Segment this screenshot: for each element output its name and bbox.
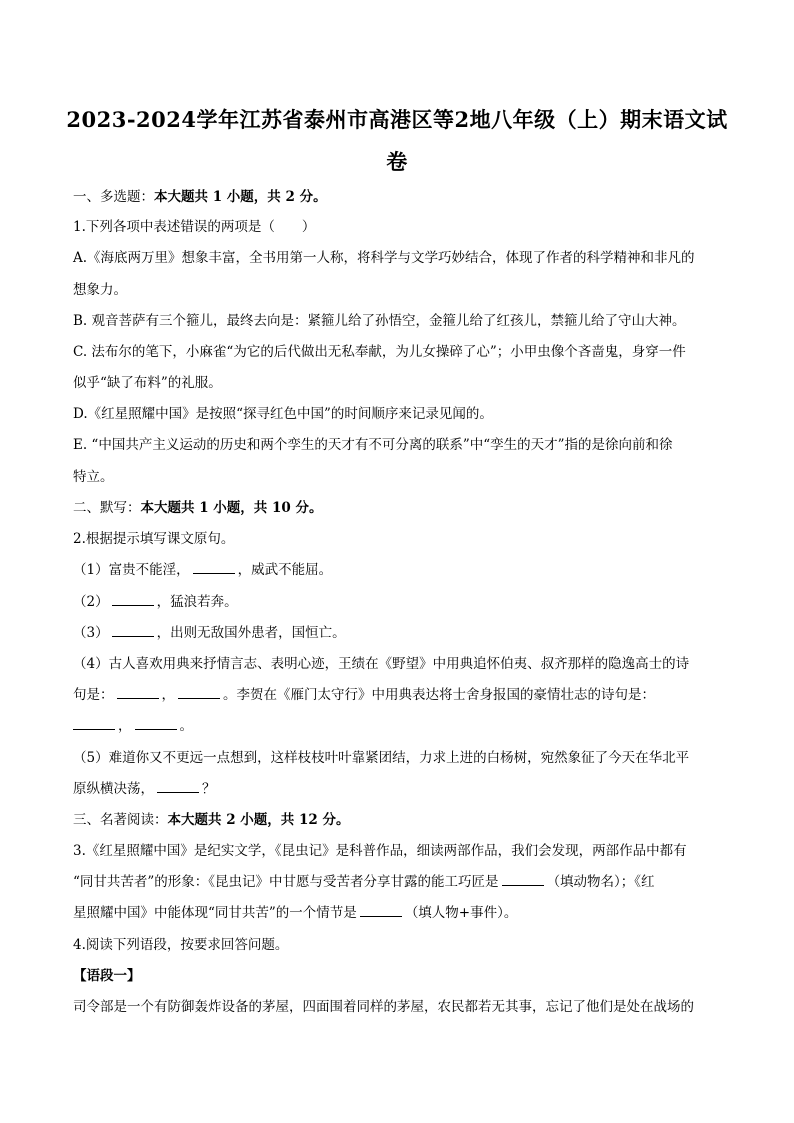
q1-option-a-line2: 想象力。	[73, 282, 127, 298]
section-2-heading	[73, 499, 322, 517]
q4-stem: 4.阅读下列语段，按要求回答问题。	[73, 937, 289, 953]
exam-title-line2: 卷	[386, 149, 408, 174]
q2-item-1	[73, 561, 332, 579]
answer-blank[interactable]	[193, 561, 235, 574]
q3-text-b: （填动物名）；《红	[546, 874, 655, 890]
q1-option-b: B. 观音菩萨有三个箍儿，最终去向是：紧箍儿给了孙悟空，金箍儿给了红孩儿，禁箍儿给了守山大神。	[73, 313, 686, 329]
q3-text-c: 星照耀中国》中能体现“同甘共苦”的一个情节是	[73, 905, 357, 921]
q2-item-3-text-a: （3）	[73, 625, 109, 641]
q4-paragraph-1-text: 司令部是一个有防御轰炸设备的茅屋，四面围着同样的茅屋，农民都若无其事，忘记了他们是处在战场的	[73, 999, 694, 1015]
q1-option-c-line1: C. 法布尔的笔下，小麻雀“为它的后代做出无私奉献，为儿女操碎了心”；小甲虫像个吝啬鬼，身穿一件	[73, 344, 686, 360]
q2-item-4-text-b: ，	[161, 687, 175, 703]
q2-item-3	[73, 624, 346, 642]
section-1-desc: 本大题共 1 小题，共 2 分。	[154, 189, 327, 205]
q1-option-e-line2: 特立。	[73, 469, 114, 485]
q2-item-5-line2	[73, 780, 216, 798]
answer-blank[interactable]	[178, 686, 220, 699]
q2-item-4-line3	[73, 717, 193, 735]
answer-blank[interactable]	[112, 593, 154, 606]
q2-item-4-text-a: 句是：	[73, 687, 114, 703]
answer-blank[interactable]	[117, 686, 159, 699]
q4-paragraph-label: 【语段一】	[73, 968, 141, 984]
section-3-desc: 本大题共 2 小题，共 12 分。	[167, 812, 350, 828]
q1-option-a-line1: A.《海底两万里》想象丰富，全书用第一人称，将科学与文学巧妙结合，体现了作者的科学精神和非凡的	[73, 250, 695, 266]
q2-item-5-text-a: 原纵横决荡，	[73, 781, 154, 797]
answer-blank[interactable]	[502, 873, 544, 886]
q1-option-e-line1: E. “中国共产主义运动的历史和两个孪生的天才有不可分离的联系”中“孪生的天才”指的是徐向前和徐	[73, 437, 673, 453]
q2-item-4-text-e: 。	[179, 718, 193, 734]
q2-item-2-text-b: ，猛浪若奔。	[156, 594, 238, 610]
q2-item-2-text-a: （2）	[73, 594, 109, 610]
exam-title-line1: 2023-2024学年江苏省泰州市高港区等2地八年级（上）期末语文试	[66, 107, 728, 132]
section-1-prefix: 一、多选题：	[73, 189, 154, 205]
q3-line1: 3.《红星照耀中国》是纪实文学，《昆虫记》是科普作品，细读两部作品，我们会发现，两部作品中都有	[73, 843, 687, 859]
q2-item-2	[73, 593, 238, 611]
q2-stem: 2.根据提示填写课文原句。	[73, 531, 235, 547]
answer-blank[interactable]	[112, 624, 154, 637]
answer-blank[interactable]	[73, 717, 115, 730]
answer-blank[interactable]	[360, 904, 402, 917]
answer-blank[interactable]	[157, 780, 199, 793]
q1-option-d: D.《红星照耀中国》是按照“探寻红色中国”的时间顺序来记录见闻的。	[73, 406, 493, 422]
q2-item-5-text-b: ？	[202, 781, 216, 797]
q3-line3	[73, 904, 517, 922]
q2-item-4-line1: （4）古人喜欢用典来抒情言志、表明心迹，王绩在《野望》中用典追怀伯夷、叔齐那样的隐逸高士的诗	[73, 656, 690, 672]
answer-blank[interactable]	[135, 717, 177, 730]
q2-item-1-text-b: ，威武不能屈。	[237, 562, 333, 578]
q2-item-1-text-a: （1）富贵不能淫，	[73, 562, 190, 578]
section-2-desc: 本大题共 1 小题，共 10 分。	[140, 500, 323, 516]
q3-text-a: “同甘共苦者”的形象：《昆虫记》中甘愿与受苦者分享甘露的能工巧匠是	[73, 874, 499, 890]
section-2-prefix: 二、默写：	[73, 500, 141, 516]
q1-option-c-line2: 似乎“缺了布料”的礼服。	[73, 375, 222, 391]
q2-item-4-line2	[73, 686, 655, 704]
q2-item-4-text-c: 。李贺在《雁门太守行》中用典表达将士舍身报国的豪情壮志的诗句是：	[223, 687, 655, 703]
q2-item-4-text-d: ，	[118, 718, 132, 734]
section-3-heading	[73, 811, 349, 829]
section-1-heading	[73, 188, 327, 206]
q1-stem: 1.下列各项中表述错误的两项是（ ）	[73, 219, 316, 235]
section-3-prefix: 三、名著阅读：	[73, 812, 168, 828]
q2-item-5-line1: （5）难道你又不更远一点想到，这样枝枝叶叶靠紧团结，力求上进的白杨树，宛然象征了今天在华北平	[73, 750, 690, 766]
q2-item-3-text-b: ，出则无敌国外患者，国恒亡。	[156, 625, 346, 641]
q3-line2	[73, 873, 655, 891]
q3-text-d: （填人物+事件）。	[404, 905, 518, 921]
